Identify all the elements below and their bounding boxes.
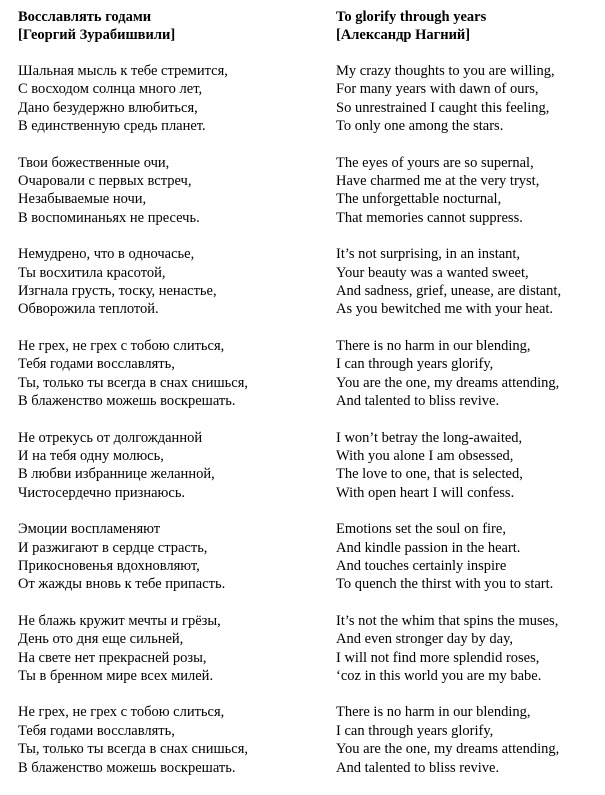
english-poem-header — [336, 8, 598, 44]
poem-line: The unforgettable nocturnal, — [336, 191, 502, 208]
poem-line: В блаженство можешь воскрешать. — [18, 759, 236, 776]
poem-line: And talented to bliss revive. — [336, 759, 500, 776]
poem-line: The eyes of yours are so supernal, — [336, 154, 534, 171]
poem-line: Очаровали с первых встреч, — [18, 173, 192, 190]
stanza — [336, 154, 598, 228]
poem-line: With you alone I am obsessed, — [336, 447, 514, 464]
stanza — [336, 703, 598, 777]
poem-line: To only one among the stars. — [336, 118, 504, 135]
poem-line: Прикосновенья вдохновляют, — [18, 557, 200, 574]
poem-line: So unrestrained I caught this feeling, — [336, 99, 550, 116]
stanza — [18, 520, 318, 594]
poem-line: Дано безудержно влюбиться, — [18, 99, 198, 116]
poem-line: There is no harm in our blending, — [336, 704, 531, 721]
poem-line: It’s not the whim that spins the muses, — [336, 612, 559, 629]
poem-line: ‘coz in this world you are my babe. — [336, 667, 542, 684]
poem-line: There is no harm in our blending, — [336, 337, 531, 354]
poem-line: You are the one, my dreams attending, — [336, 741, 560, 758]
english-poem-translator: [Александр Нагний] — [336, 27, 471, 43]
poem-line: С восходом солнца много лет, — [18, 81, 203, 98]
stanza — [18, 245, 318, 319]
poem-line: На свете нет прекрасней розы, — [18, 649, 207, 666]
poem-line: I can through years glorify, — [336, 722, 494, 739]
poem-line: And kindle passion in the heart. — [336, 539, 521, 556]
poem-line: And sadness, grief, unease, are distant, — [336, 283, 562, 300]
poem-line: Ты в бренном мире всех милей. — [18, 667, 214, 684]
russian-poem-column — [18, 8, 318, 777]
russian-poem-title: Восславлять годами — [18, 9, 152, 25]
poem-line: В блаженство можешь воскрешать. — [18, 393, 236, 410]
poem-line: Твои божественные очи, — [18, 154, 170, 171]
stanza — [18, 62, 318, 136]
russian-poem-stanzas — [18, 62, 318, 777]
poem-line: Чистосердечно признаюсь. — [18, 484, 186, 501]
poem-line: От жажды вновь к тебе припасть. — [18, 576, 226, 593]
poem-line: Изгнала грусть, тоску, ненастье, — [18, 283, 217, 300]
russian-poem-header — [18, 8, 318, 44]
poem-line: For many years with dawn of ours, — [336, 81, 539, 98]
poem-line: Your beauty was a wanted sweet, — [336, 264, 529, 281]
stanza — [336, 245, 598, 319]
stanza — [336, 429, 598, 503]
stanza — [336, 612, 598, 686]
poem-line: Тебя годами восславлять, — [18, 722, 175, 739]
poem-line: I will not find more splendid roses, — [336, 649, 540, 666]
poem-line: Не грех, не грех с тобою слиться, — [18, 704, 225, 721]
english-poem-stanzas — [336, 62, 598, 777]
stanza — [18, 154, 318, 228]
poem-line: Обворожила теплотой. — [18, 301, 159, 318]
poem-line: Ты, только ты всегда в снах снишься, — [18, 741, 248, 758]
poem-line: Немудрено, что в одночасье, — [18, 246, 195, 263]
stanza — [18, 337, 318, 411]
poem-line: В воспоминаньях не пресечь. — [18, 209, 200, 226]
poem-line: Шальная мысль к тебе стремится, — [18, 63, 228, 79]
poem-line: И на тебя одну молюсь, — [18, 447, 164, 464]
poem-line: Эмоции воспламеняют — [18, 521, 161, 538]
stanza — [18, 429, 318, 503]
stanza — [336, 337, 598, 411]
poem-line: It’s not surprising, in an instant, — [336, 246, 521, 263]
poem-line: Не блажь кружит мечты и грёзы, — [18, 612, 221, 629]
poem-line: The love to one, that is selected, — [336, 466, 523, 483]
stanza — [336, 520, 598, 594]
poem-line: Не грех, не грех с тобою слиться, — [18, 337, 225, 354]
poem-line: As you bewitched me with your heat. — [336, 301, 554, 318]
poem-line: В единственную средь планет. — [18, 118, 206, 135]
russian-poem-author: [Георгий Зурабишвили] — [18, 27, 176, 43]
poem-line: My crazy thoughts to you are willing, — [336, 63, 555, 79]
poem-line: И разжигают в сердце страсть, — [18, 539, 208, 556]
poem-line: To quench the thirst with you to start. — [336, 576, 554, 593]
poem-line: Незабываемые ночи, — [18, 191, 147, 208]
poem-line: With open heart I will confess. — [336, 484, 515, 501]
poem-line: I can through years glorify, — [336, 356, 494, 373]
poem-line: День ото дня еще сильней, — [18, 631, 184, 648]
poem-line: Have charmed me at the very tryst, — [336, 173, 540, 190]
poem-line: Ты, только ты всегда в снах снишься, — [18, 374, 248, 391]
poem-line: Ты восхитила красотой, — [18, 264, 166, 281]
english-poem-column — [336, 8, 598, 777]
poem-line: That memories cannot suppress. — [336, 209, 523, 226]
poem-line: And touches certainly inspire — [336, 557, 507, 574]
poem-line: And even stronger day by day, — [336, 631, 514, 648]
poem-line: Emotions set the soul on fire, — [336, 521, 506, 538]
english-poem-title: To glorify through years — [336, 9, 487, 25]
poem-line: Не отрекусь от долгожданной — [18, 429, 203, 446]
poem-line: And talented to bliss revive. — [336, 393, 500, 410]
poem-line: I won’t betray the long-awaited, — [336, 429, 523, 446]
stanza — [18, 612, 318, 686]
poem-line: You are the one, my dreams attending, — [336, 374, 560, 391]
stanza — [336, 62, 598, 136]
stanza — [18, 703, 318, 777]
poem-line: В любви избраннице желанной, — [18, 466, 215, 483]
poem-line: Тебя годами восславлять, — [18, 356, 175, 373]
